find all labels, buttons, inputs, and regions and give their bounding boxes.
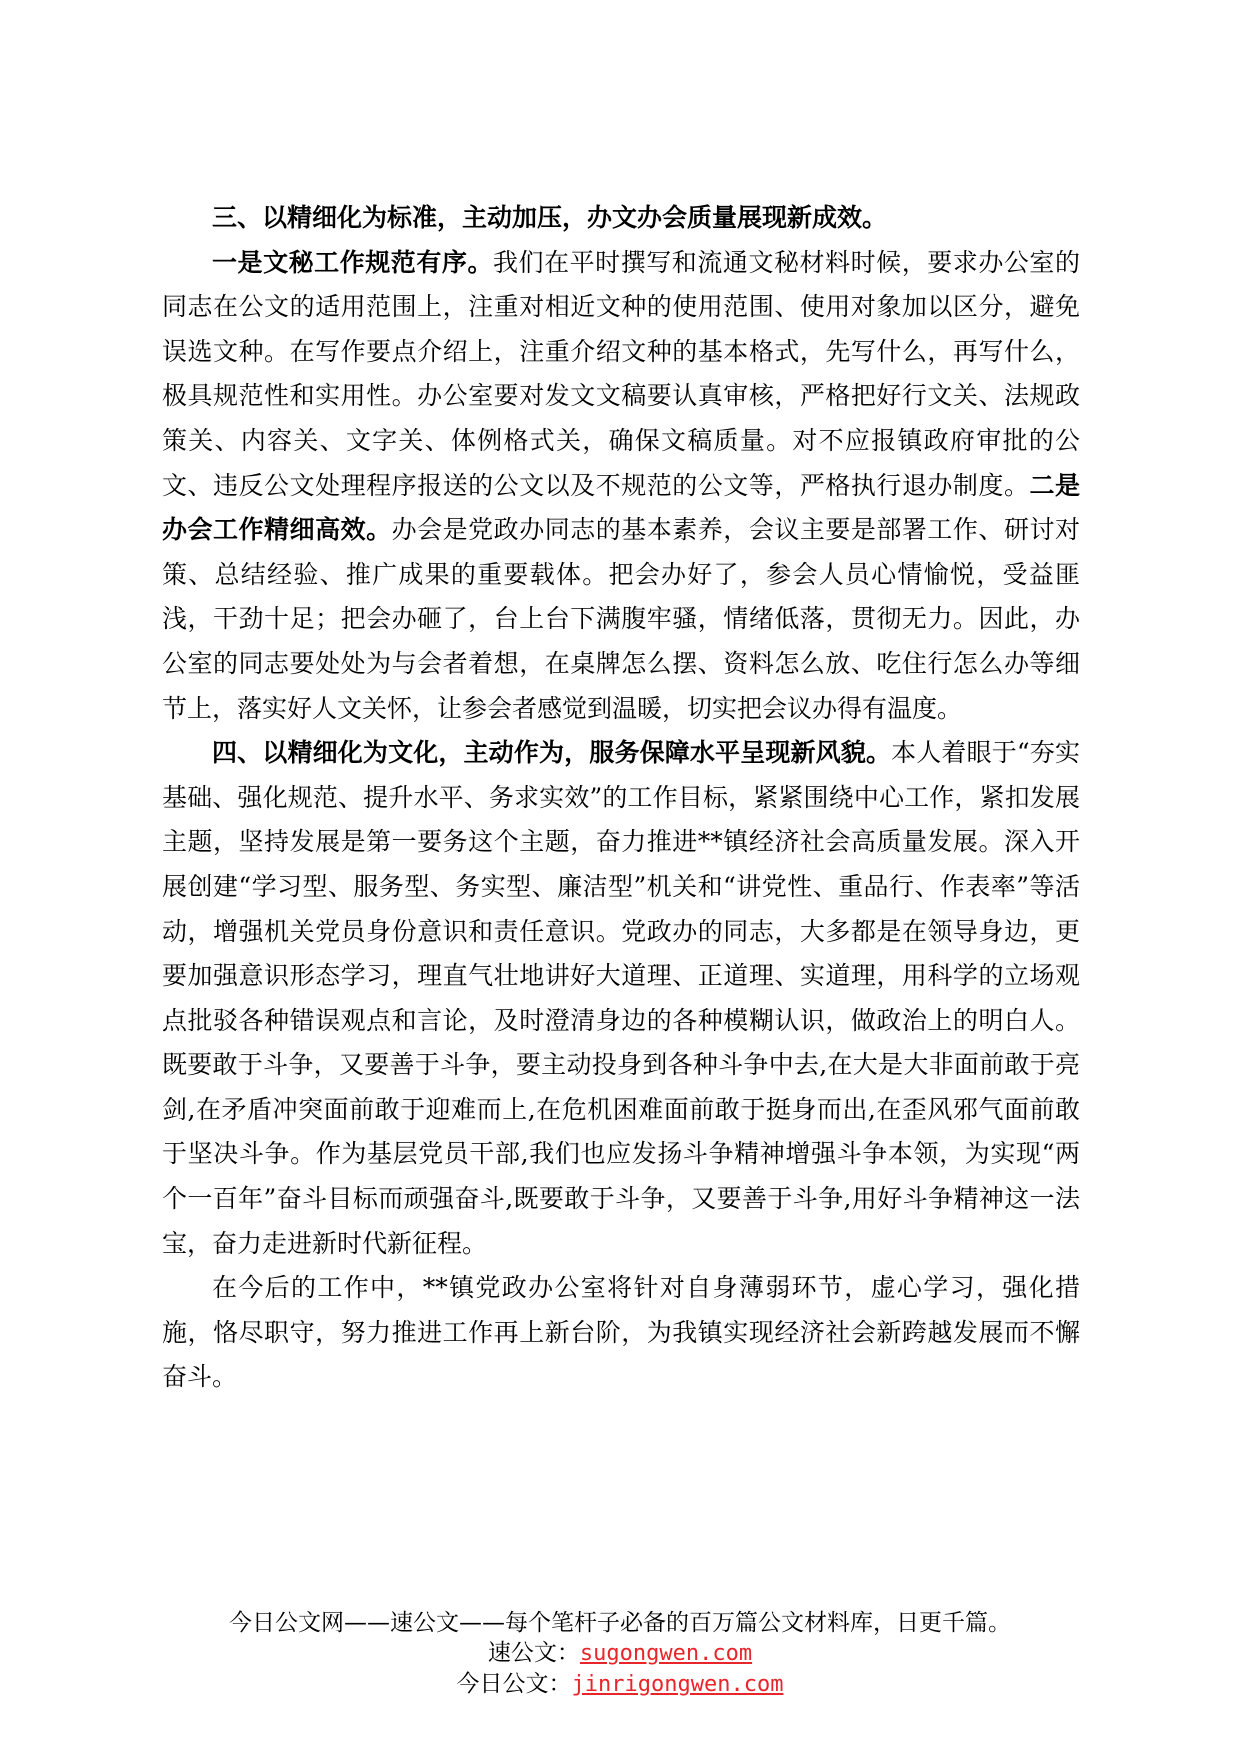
footer-line-jinrigongwen (0, 1669, 1240, 1700)
sugongwen-link[interactable]: sugongwen.com (579, 1641, 753, 1666)
footer-slogan: 今日公文网——速公文——每个笔杆子必备的百万篇公文材料库，日更千篇。 (229, 1610, 1011, 1636)
paragraph-closing (162, 1266, 1080, 1400)
footer-label: 速公文： (487, 1640, 580, 1666)
section-heading-four: 四、以精细化为文化，主动作为，服务保障水平呈现新风貌。 (212, 738, 892, 768)
footer-line-sugongwen (0, 1638, 1240, 1669)
bold-lead-two: 二是办会工作精细高效。 (162, 470, 1080, 545)
paragraph-text: 在今后的工作中，**镇党政办公室将针对自身薄弱环节，虚心学习，强化措施，恪尽职守，努力推进工作再上新台阶，为我镇实现经济社会新跨越发展而不懈奋斗。 (162, 1273, 1080, 1392)
section-heading-three: 三、以精细化为标准，主动加压，办文办会质量展现新成效。 (212, 203, 888, 232)
footer-label: 今日公文： (456, 1671, 572, 1697)
paragraph-text: 我们在平时撰写和流通文秘材料时候，要求办公室的同志在公文的适用范围上，注重对相近文种的使用范围、使用对象加以区分，避免误选文种。在写作要点介绍上，注重介绍文种的基本格式，先写什么，再写什么，极具规范性和实用性。办公室要对发文文稿要认真审核，严格把好行文关、法规政策关、内容关、文字关、体例格式关，确保文稿质量。对不应报镇政府审批的公文、违反公文处理程序报送的公文以及不规范的公文等，严格执行退办制度。 (162, 247, 1080, 500)
paragraph-document-work (162, 241, 1080, 732)
paragraph-text: 办会是党政办同志的基本素养，会议主要是部署工作、研讨对策、总结经验、推广成果的重要载体。把会办好了，参会人员心情愉悦，受益匪浅，干劲十足；把会办砸了，台上台下满腹牢骚，情绪低落，贯彻无力。因此，办公室的同志要处处为与会者着想，在桌牌怎么摆、资料怎么放、吃住行怎么办等细节上，落实好人文关怀，让参会者感觉到温暖，切实把会议办得有温度。 (162, 515, 1080, 723)
footer (0, 1608, 1240, 1700)
bold-lead-one: 一是文秘工作规范有序。 (212, 247, 493, 277)
document-body (162, 196, 1080, 1400)
jinrigongwen-link[interactable]: jinrigongwen.com (571, 1672, 784, 1697)
paragraph-text: 本人着眼于“夯实基础、强化规范、提升水平、务求实效”的工作目标，紧紧围绕中心工作，紧扣发展主题，坚持发展是第一要务这个主题，奋力推进**镇经济社会高质量发展。深入开展创建“学习型、服务型、务实型、廉洁型”机关和“讲党性、重品行、作表率”等活动，增强机关党员身份意识和责任意识。党政办的同志，大多都是在领导身边，更要加强意识形态学习，理直气壮地讲好大道理、正道理、实道理，用科学的立场观点批驳各种错误观点和言论，及时澄清身边的各种模糊认识，做政治上的明白人。既要敢于斗争，又要善于斗争，要主动投身到各种斗争中去,在大是大非面前敢于亮剑,在矛盾冲突面前敢于迎难而上,在危机困难面前敢于挺身而出,在歪风邪气面前敢于坚决斗争。作为基层党员干部,我们也应发扬斗争精神增强斗争本领，为实现“两个一百年”奋斗目标而顽强奋斗,既要敢于斗争，又要善于斗争,用好斗争精神这一法宝，奋力走进新时代新征程。 (162, 738, 1080, 1258)
paragraph-section-four (162, 731, 1080, 1266)
